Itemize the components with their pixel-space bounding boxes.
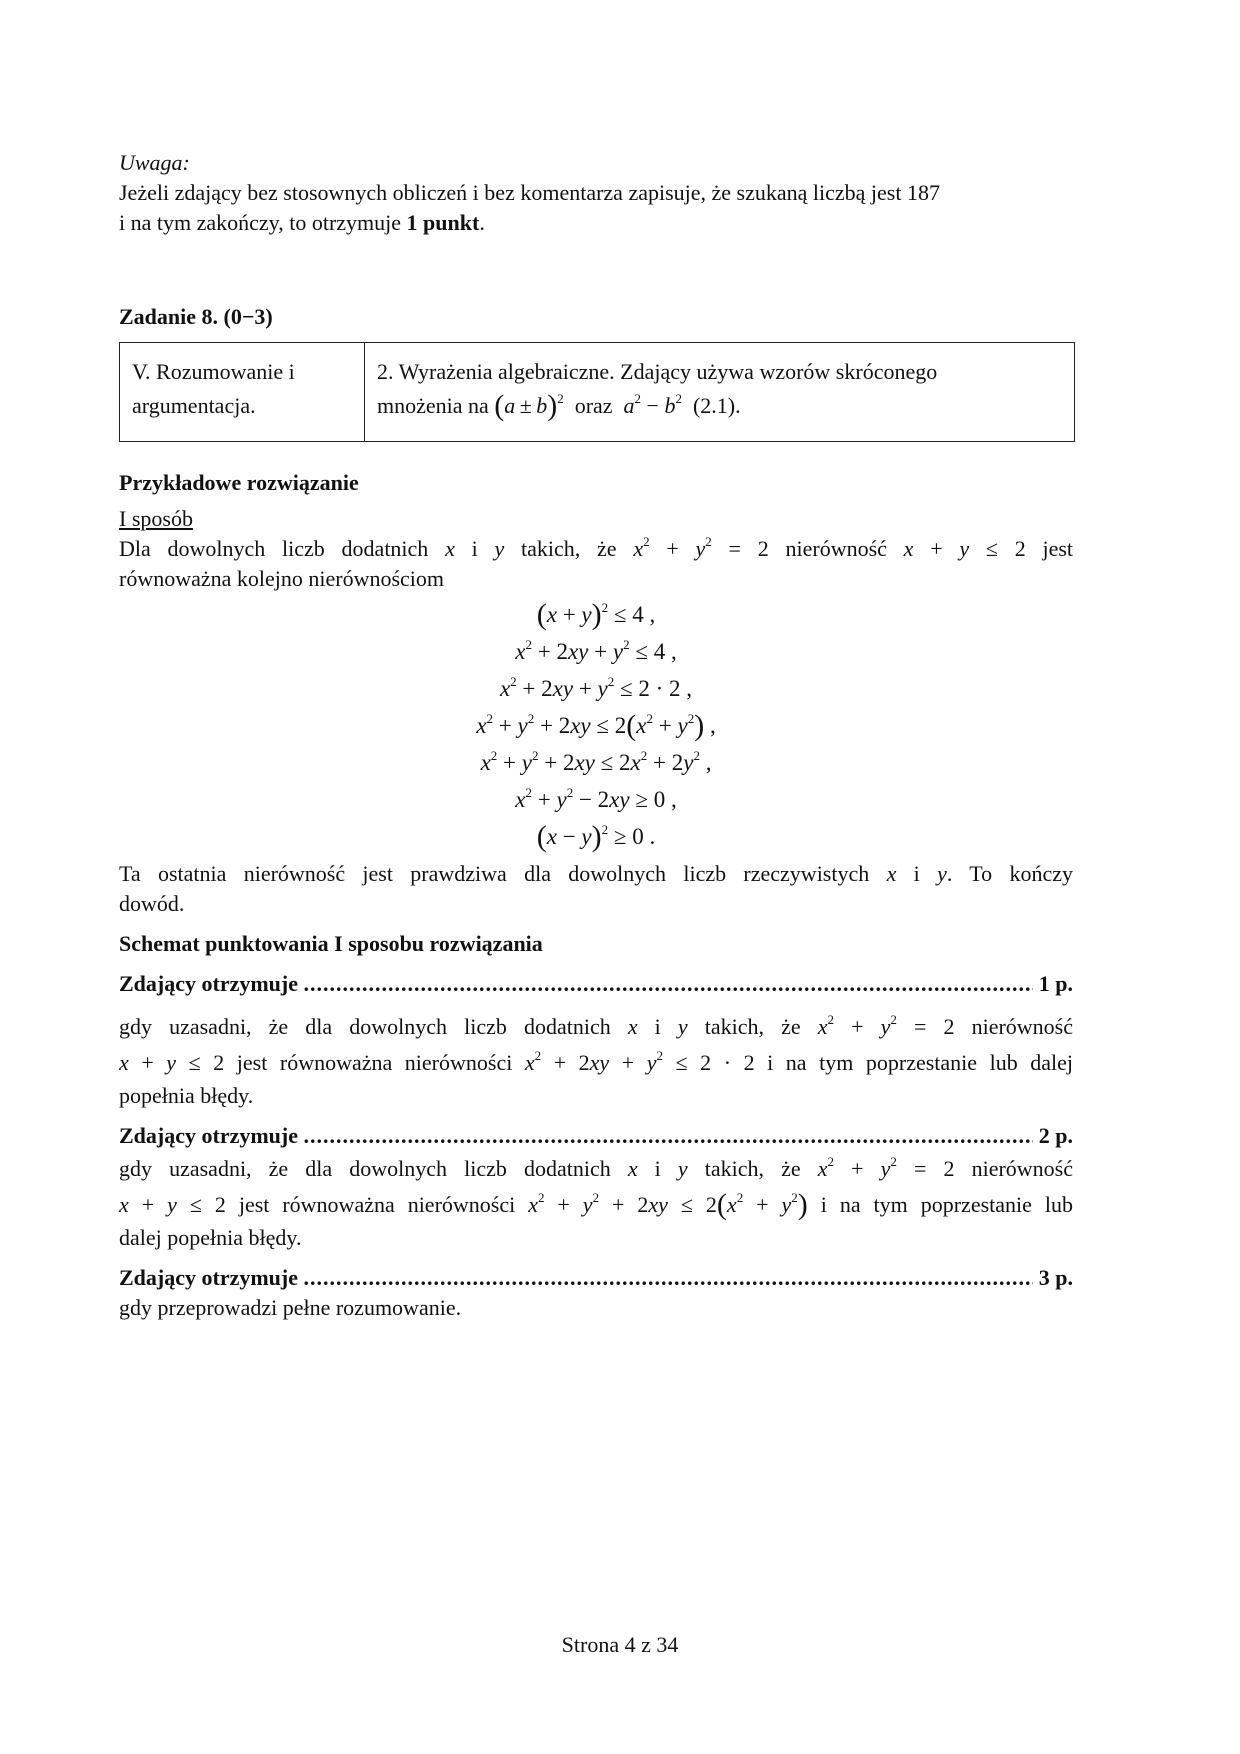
- note-text-line-2: i na tym zakończy, to otrzymuje 1 punkt.: [119, 210, 485, 235]
- conclusion-line-2: dowód.: [119, 891, 185, 916]
- equation-5: $x^2 + y^2 + 2xy \le 2x^2 + 2y^2$ ,: [480, 748, 712, 775]
- note-text-line-1: Jeżeli zdający bez stosownych obliczeń i bez komentarza zapisuje, że szukaną liczbą jest 187: [119, 180, 940, 205]
- condition-formula: $x^2 + y^2 = 2$: [633, 534, 769, 561]
- formula-a-pm-b-squared: $(a \pm b)^2$: [494, 389, 564, 422]
- method-label: I sposób: [119, 506, 193, 531]
- solution-intro: Dla dowolnych liczb dodatnich x i y takich, że $x^2 + y^2 = 2$ nierówność x + y ≤ 2 jest: [119, 534, 1074, 561]
- criterion-1-line-1: gdy uzasadni, że dla dowolnych liczb dodatnich x i y takich, że $x^2 + y^2 = 2$ nierówność: [119, 1012, 1073, 1039]
- page-content: [119, 148, 1073, 1323]
- equation-2: $x^2 + 2xy + y^2 \le 4$ ,: [515, 637, 677, 664]
- conclusion: Ta ostatnia nierówność jest prawdziwa dla dowolnych liczb rzeczywistych x i y. To kończy: [119, 861, 1074, 886]
- criterion-2-line-1: gdy uzasadni, że dla dowolnych liczb dodatnich x i y takich, że $x^2 + y^2 = 2$ nierówność: [119, 1154, 1073, 1181]
- score-row-2: Zdający otrzymuje ..... 2 p.: [119, 1121, 1073, 1151]
- criterion-2-line-3: dalej popełnia błędy.: [119, 1225, 302, 1250]
- criterion-2-line-2: x + y ≤ 2 jest równoważna nierówności $x^2 + y^2 + 2xy \le 2(x^2 + y^2)$ i na tym poprzestanie lub: [119, 1188, 1073, 1221]
- inequality-formula: x + y ≤ 2: [903, 536, 1026, 561]
- equation-3: $x^2 + 2xy + y^2 \le 2 \cdot 2$ ,: [499, 674, 693, 701]
- requirement-detail: 2. Wyrażenia algebraiczne. Zdający używa wzorów skróconego mnożenia na $(a \pm b)^2$ oraz $a^2 - b^2$ (2.1).: [365, 343, 1075, 442]
- criterion-3: gdy przeprowadzi pełne rozumowanie.: [119, 1295, 462, 1320]
- requirement-area: V. Rozumowanie i argumentacja.: [120, 343, 365, 442]
- criterion-1-line-2: x + y ≤ 2 jest równoważna nierówności $x^2 + 2xy + y^2 \le 2 \cdot 2$ i na tym poprzestanie lub dalej: [119, 1048, 1073, 1075]
- scoring-heading: Schemat punktowania I sposobu rozwiązania: [119, 931, 543, 956]
- equation-4: $x^2 + y^2 + 2xy \le 2(x^2 + y^2)$ ,: [476, 709, 716, 742]
- equation-1: $(x + y)^2 \le 4$ ,: [536, 598, 656, 631]
- score-row-1: Zdający otrzymuje ..... 1 p.: [119, 969, 1073, 999]
- equation-6: $x^2 + y^2 - 2xy \ge 0$ ,: [515, 785, 677, 812]
- note-label: Uwaga:: [119, 150, 190, 175]
- formula-a2-minus-b2: $a^2 - b^2$: [623, 391, 682, 418]
- criterion-1-line-3: popełnia błędy.: [119, 1083, 254, 1108]
- equation-chain: [119, 596, 1073, 855]
- task-title: Zadanie 8. (0−3): [119, 304, 273, 329]
- solution-heading: Przykładowe rozwiązanie: [119, 470, 359, 495]
- requirements-table: [119, 342, 1075, 442]
- solution-intro-line-2: równoważna kolejno nierównościom: [119, 566, 445, 591]
- page-footer: Strona 4 z 34: [561, 1632, 679, 1657]
- equation-7: $(x - y)^2 \ge 0$ .: [536, 820, 656, 853]
- score-row-3: Zdający otrzymuje ..... 3 p.: [119, 1263, 1073, 1293]
